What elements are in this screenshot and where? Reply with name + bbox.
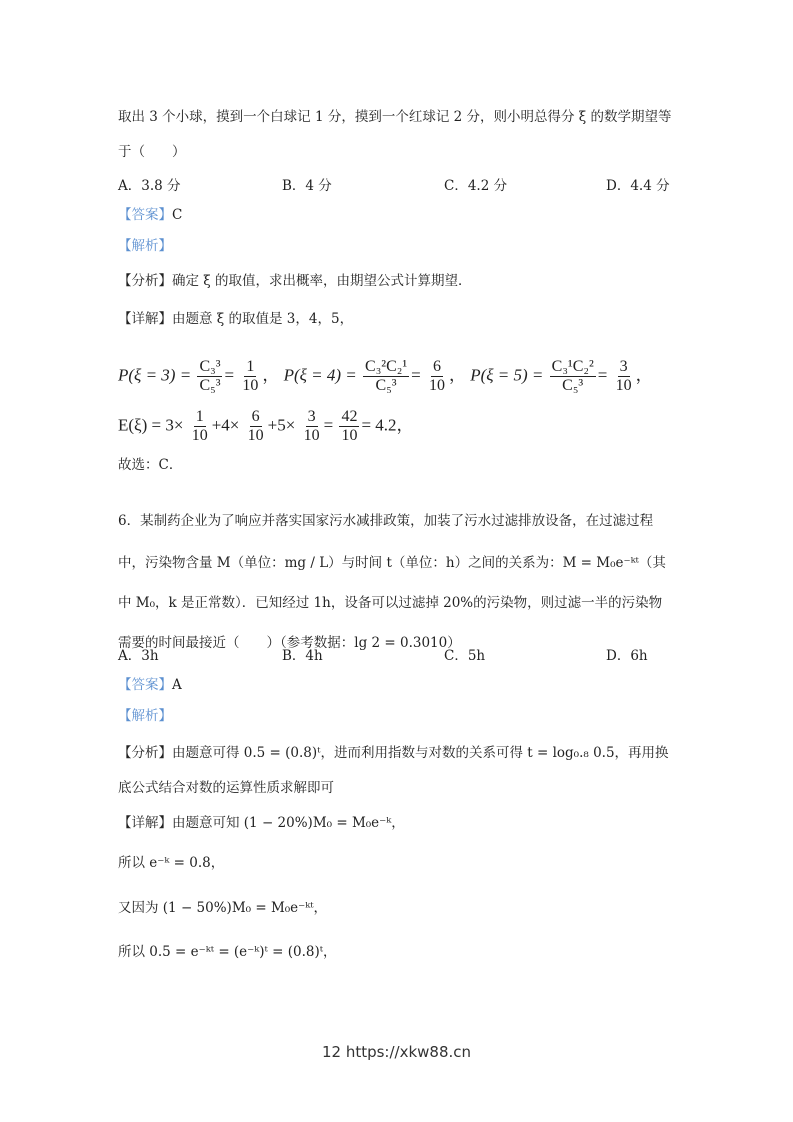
q6-step3: 又因为 (1 − 50%)M₀ = M₀e⁻ᵏᵗ， [118,900,328,916]
q5-expectation-line [118,408,414,445]
numerator: 6 [251,408,260,425]
q6-stem-line2: 中，污染物含量 M（单位：mg / L）与时间 t（单位：h）之间的关系为：M = M₀e⁻ᵏᵗ（其 [118,555,666,571]
numerator: 42 [341,408,358,425]
q5-xiangjie: 【详解】由题意 ξ 的取值是 3，4，5， [118,311,354,327]
term: +5× [267,415,296,435]
q6-step1: 【详解】由题意可知 (1 − 20%)M₀ = M₀e⁻ᵏ， [118,815,405,831]
p5-lhs: P(ξ = 5) = [470,365,544,385]
p4-lhs: P(ξ = 4) = [283,365,357,385]
answer-label: 【答案】 [118,677,172,693]
denominator: 10 [341,427,358,444]
fraction [240,358,260,395]
denominator: 10 [615,377,632,394]
fraction [190,408,210,445]
denominator: 10 [242,377,259,394]
page-footer: 12 https://xkw88.cn [321,1043,472,1061]
q5-option-d: D．4.4 分 [606,178,670,194]
fraction [302,408,322,445]
fraction [614,358,634,395]
denominator: 10 [303,427,320,444]
numerator: C₃¹C₂² [551,358,594,375]
q5-probability-line: P(ξ = 3) = $\frac{\text{C₃³}}{\text{C₅³}}$ = $\frac{1}{10}$ ， P(ξ = 4) = $\frac{\text{C₃²C₂¹}}{\text{C₅³}}$ = $\frac{6}{10}$ ， P(ξ = 5) = $\frac{\text{C₃¹C₂²}}{\text{C₅³}}$ = $\frac{3}{10}$ ， [118,358,653,394]
q5-option-a: A．3.8 分 [118,178,181,194]
q5-analysis-label: 【解析】 [118,238,172,254]
q6-option-a: A．3h [118,648,159,664]
q6-fenxi-line1: 【分析】由题意可得 0.5 = (0.8)ᵗ，进而利用指数与对数的关系可得 t = log₀.₈ 0.5，再用换 [118,745,669,761]
q6-stem-line3: 中 M₀，k 是正常数）．已知经过 1h，设备可以过滤掉 20%的污染物，则过滤一半的污染物 [118,595,663,611]
numerator: 6 [432,358,441,375]
fraction [427,358,447,395]
q5-fenxi: 【分析】确定 ξ 的取值，求出概率，由期望公式计算期望． [118,273,472,289]
q6-step4: 所以 0.5 = e⁻ᵏᵗ = (e⁻ᵏ)ᵗ = (0.8)ᵗ， [118,944,337,960]
q5-option-c: C．4.2 分 [444,178,508,194]
numerator: 1 [246,358,255,375]
fraction [363,358,409,395]
denominator: 10 [428,377,445,394]
q5-answer [118,205,182,225]
numerator: 3 [619,358,628,375]
answer-value: A [172,677,182,693]
q5-option-b: B．4 分 [282,178,332,194]
term: = [323,415,334,435]
denominator: C₅³ [562,377,584,394]
q6-answer [118,675,182,695]
answer-label: 【答案】 [118,207,172,223]
q6-stem-line1: 6．某制药企业为了响应并落实国家污水减排政策，加装了污水过滤排放设备，在过滤过程 [118,513,654,529]
numerator: C₃²C₂¹ [365,358,408,375]
denominator: 10 [191,427,208,444]
sep: ， [448,365,466,385]
q5-stem-line1: 取出 3 个小球，摸到一个白球记 1 分，摸到一个红球记 2 分，则小明总得分 ξ 的数学期望等 [118,109,672,125]
denominator: C₅³ [375,377,397,394]
fraction [246,408,266,445]
numerator: 3 [307,408,316,425]
e-lhs: E(ξ) = 3× [118,415,184,435]
fraction [550,358,596,395]
q6-option-d: D．6h [606,648,648,664]
q5-conclusion: 故选：C． [118,457,183,473]
q6-step2: 所以 e⁻ᵏ = 0.8， [118,855,225,871]
denominator: C₅³ [199,377,221,394]
numerator: 1 [195,408,204,425]
fraction [197,358,222,395]
answer-value: C [172,207,183,223]
q5-stem-line2: 于（ ） [118,144,186,160]
q6-analysis-label: 【解析】 [118,708,172,724]
term: +4× [211,415,240,435]
q6-option-c: C．5h [444,648,486,664]
fraction [339,408,359,445]
denominator: 10 [247,427,264,444]
numerator: C₃³ [199,358,221,375]
sep: ， [262,365,280,385]
q6-fenxi-line2: 底公式结合对数的运算性质求解即可 [118,780,334,796]
q6-option-b: B．4h [282,648,323,664]
sep: ， [635,365,653,385]
q6-stem-line4: 需要的时间最接近（ ）（参考数据：lg 2 = 0.3010） [118,635,461,651]
term: = 4.2， [361,415,414,435]
p3-lhs: P(ξ = 3) = [118,365,192,385]
